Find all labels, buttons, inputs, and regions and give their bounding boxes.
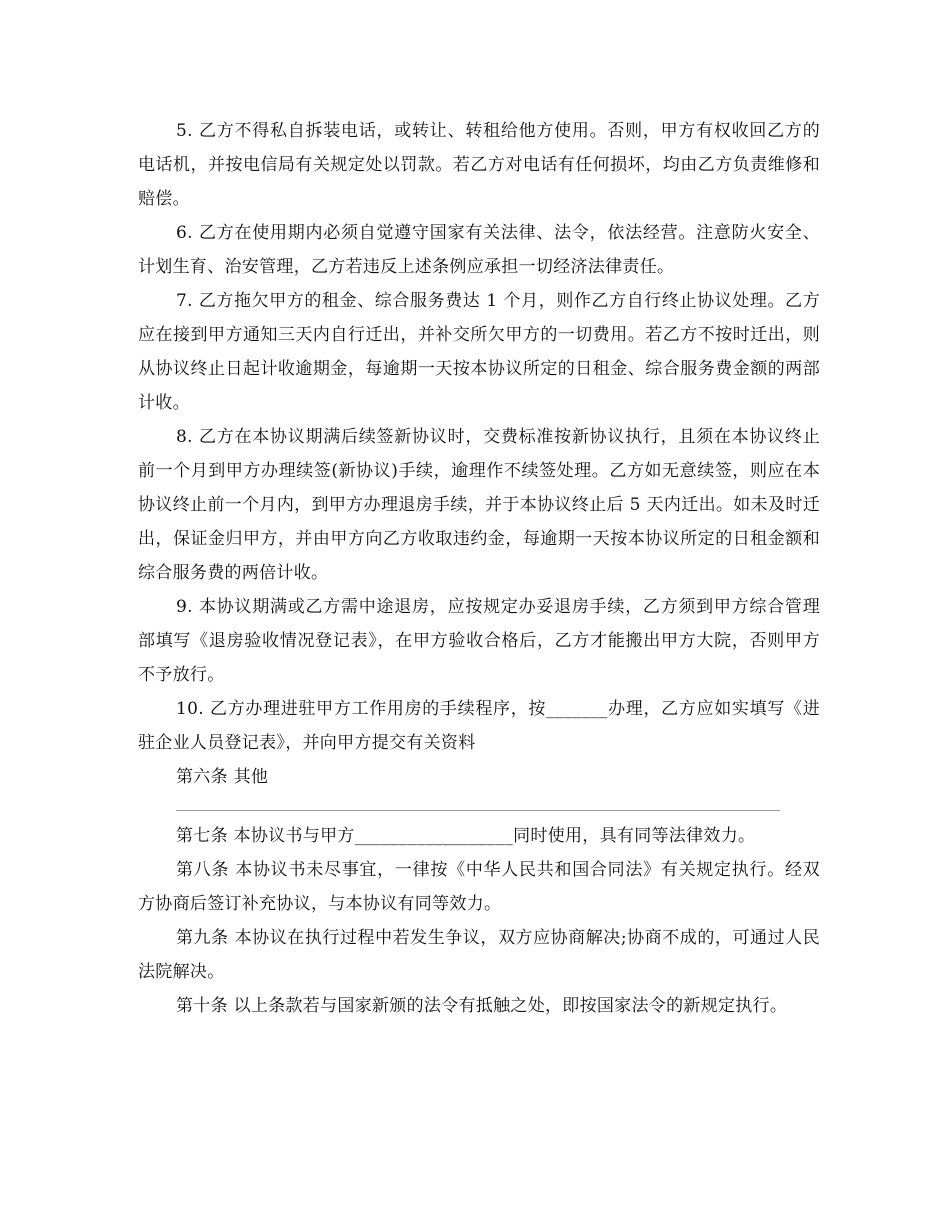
article-8: 第八条 本协议书未尽事宜，一律按《中华人民共和国合同法》有关规定执行。经双方协商后签订补充协议，与本协议有同等效力。 (138, 860, 820, 914)
clause-7: 7. 乙方拖欠甲方的租金、综合服务费达 1 个月，则作乙方自行终止协议处理。乙方应在接到甲方通知三天内自行迁出，并补交所欠甲方的一切费用。若乙方不按时迁出，则从协议终止日起计收逾期金，每逾期一天按本协议所定的日租金、综合服务费金额的两部计收。 (138, 291, 820, 413)
clause-8: 8. 乙方在本协议期满后续签新协议时，交费标准按新协议执行，且须在本协议终止前一个月到甲方办理续签(新协议)手续，逾理作不续签处理。乙方如无意续签，则应在本协议终止前一个月内，到甲方办理退房手续，并于本协议终止后 5 天内迁出。如未及时迁出，保证金归甲方，并由甲方向乙方收取违约金，每逾期一天按本协议所定的日租金额和综合服务费的两倍计收。 (138, 427, 820, 583)
blank-fill-line (176, 810, 780, 811)
clause-6: 6. 乙方在使用期内必须自觉遵守国家有关法律、法令，依法经营。注意防火安全、计划生育、治安管理，乙方若违反上述条例应承担一切经济法律责任。 (138, 223, 820, 277)
clause-9: 9. 本协议期满或乙方需中途退房，应按规定办妥退房手续，乙方须到甲方综合管理部填写《退房验收情况登记表》，在甲方验收合格后，乙方才能搬出甲方大院，否则甲方不予放行。 (138, 597, 820, 685)
article-10: 第十条 以上条款若与国家新颁的法令有抵触之处，即按国家法令的新规定执行。 (176, 996, 788, 1016)
article-7: 第七条 本协议书与甲方__________________同时使用，具有同等法律效力。 (176, 826, 756, 846)
document-page (138, 114, 820, 1023)
article-9: 第九条 本协议在执行过程中若发生争议，双方应协商解决;协商不成的，可通过人民法院解决。 (138, 928, 820, 982)
clause-5: 5. 乙方不得私自拆装电话，或转让、转租给他方使用。否则，甲方有权收回乙方的电话机，并按电信局有关规定处以罚款。若乙方对电话有任何损坏，均由乙方负责维修和赔偿。 (138, 121, 820, 209)
clause-10: 10. 乙方办理进驻甲方工作用房的手续程序，按_______办理，乙方应如实填写《进驻企业人员登记表》，并向甲方提交有关资料 (138, 699, 820, 753)
article-6-heading: 第六条 其他 (176, 767, 269, 787)
